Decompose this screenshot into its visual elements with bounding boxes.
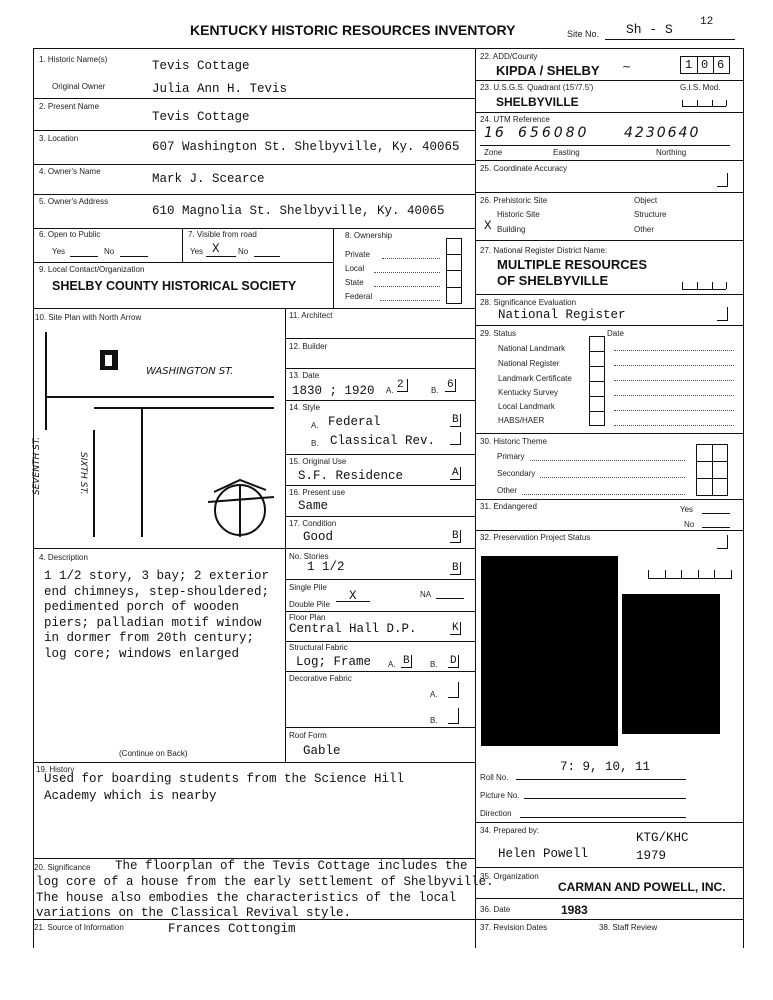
rule — [446, 270, 462, 271]
nr-district-value-2: OF SHELBYVILLE — [497, 273, 609, 288]
na-label: NA — [420, 590, 432, 599]
local-contact-label: 9. Local Contact/Organization — [39, 265, 145, 274]
visible-road-no: No — [238, 247, 249, 256]
date-b: B. — [431, 386, 439, 395]
frame-mid-divider — [475, 48, 476, 948]
owner-name-label: 4. Owner's Name — [39, 167, 101, 176]
north-arrow — [208, 480, 274, 537]
coordinate-accuracy-label: 25. Coordinate Accuracy — [480, 164, 568, 173]
roof-form-value: Gable — [303, 744, 341, 758]
rule — [285, 727, 475, 728]
utm-easting-value: 656080 — [518, 125, 590, 141]
rule — [33, 164, 475, 165]
description-line: piers; palladian motif window — [44, 615, 262, 630]
nr-district-label: 27. National Register District Name: — [480, 246, 608, 255]
description-text — [44, 569, 269, 662]
rule — [333, 228, 334, 308]
single-pile-x: X — [349, 589, 357, 603]
condition-code: B — [452, 530, 459, 542]
rule — [589, 366, 605, 367]
original-use-value: S.F. Residence — [298, 469, 404, 483]
rule — [374, 286, 440, 287]
rule — [589, 396, 605, 397]
present-name-value: Tevis Cottage — [152, 110, 250, 124]
sketch-street-sixth: SIXTH ST. — [78, 452, 88, 495]
structure-label: Structure — [634, 210, 667, 219]
rule — [285, 641, 475, 642]
deco-a: A. — [430, 690, 438, 699]
significance-line: variations on the Classical Revival style. — [36, 906, 352, 920]
floor-plan-code: K — [452, 622, 459, 634]
frame-top — [33, 48, 743, 49]
rule — [520, 817, 686, 818]
rule — [714, 570, 715, 578]
history-line: Used for boarding students from the Science Hill — [44, 772, 405, 786]
usgs-quadrant-value: SHELBYVILLE — [496, 95, 579, 109]
ownership-checkbox-column — [446, 238, 462, 304]
source-info-value: Frances Cottongim — [168, 922, 296, 936]
rule — [206, 256, 236, 257]
building-x: X — [484, 219, 492, 233]
rule — [475, 433, 743, 434]
rule — [33, 762, 475, 763]
rule — [475, 160, 743, 161]
history-line: Academy which is nearby — [44, 789, 217, 803]
rule — [33, 194, 475, 195]
endangered-no: No — [684, 520, 695, 529]
historic-name-label: 1. Historic Name(s) — [39, 55, 108, 64]
structural-fabric-label: Structural Fabric — [289, 643, 348, 652]
rule — [446, 287, 462, 288]
county-code-digit: 6 — [717, 58, 725, 72]
architect-label: 11. Architect — [289, 311, 333, 320]
roll-no-label: Roll No. — [480, 773, 509, 782]
site-no-underline — [605, 39, 735, 40]
historic-theme-label: 30. Historic Theme — [480, 437, 547, 446]
rule — [614, 395, 734, 396]
rule — [285, 308, 286, 548]
style-label: 14. Style — [289, 403, 321, 412]
floor-plan-label: Floor Plan — [289, 613, 326, 622]
prehistoric-site-label: 26. Prehistoric Site — [480, 196, 548, 205]
rule — [682, 106, 726, 107]
rule — [681, 570, 682, 578]
preservation-status-label: 32. Preservation Project Status — [480, 533, 591, 542]
rule — [682, 100, 683, 106]
organization-value: CARMAN AND POWELL, INC. — [558, 880, 726, 894]
rule — [374, 272, 440, 273]
status-item: National Landmark — [498, 344, 566, 353]
rule — [285, 338, 475, 339]
rule — [285, 548, 286, 762]
county-code-digit: 1 — [685, 58, 693, 72]
significance-first-line: The floorplan of the Tevis Cottage includes the — [115, 859, 468, 873]
rule — [475, 898, 743, 899]
rule — [475, 530, 743, 531]
county-code-digit: 0 — [701, 58, 709, 72]
prepared-by-label: 34. Prepared by: — [480, 826, 540, 835]
condition-label: 17. Condition — [289, 519, 337, 528]
prepared-by-initials: KTG/KHC — [636, 831, 689, 845]
site-no-suffix: 12 — [700, 16, 714, 28]
rule — [475, 80, 743, 81]
rule — [696, 461, 728, 462]
stories-value: 1 1/2 — [307, 560, 345, 574]
theme-item: Primary — [497, 452, 525, 461]
zone-label: Zone — [484, 148, 503, 157]
rule — [120, 256, 148, 257]
rule — [450, 530, 461, 543]
redacted-photo-1 — [481, 556, 618, 746]
description-line: in dormer from 20th century; — [44, 631, 255, 645]
rule — [33, 98, 475, 99]
site-no-value: Sh - S — [626, 22, 673, 37]
rule — [530, 460, 685, 461]
rule — [475, 499, 743, 500]
add-county-value: KIPDA / SHELBY — [496, 63, 600, 78]
significance-line: The house also embodies the characteristics of the local — [36, 890, 457, 905]
deco-b: B. — [430, 716, 438, 725]
rule — [682, 282, 683, 289]
site-no-label: Site No. — [567, 29, 600, 39]
date-a: A. — [386, 386, 394, 395]
rule — [475, 867, 743, 868]
ownership-federal: Federal — [345, 292, 373, 301]
rule — [450, 562, 461, 575]
rule — [717, 535, 728, 549]
rule — [516, 779, 686, 780]
utm-zone-value: 16 — [484, 125, 506, 141]
rule — [285, 516, 475, 517]
rule — [540, 477, 685, 478]
builder-label: 12. Builder — [289, 342, 328, 351]
date-label: 13. Date — [289, 371, 320, 380]
sketch-street-washington: WASHINGTON ST. — [146, 366, 234, 377]
redacted-photo-2 — [622, 594, 720, 734]
historic-name-value: Tevis Cottage — [152, 59, 250, 73]
status-item: HABS/HAER — [498, 416, 545, 425]
rule — [450, 622, 461, 635]
owner-address-label: 5. Owner's Address — [39, 197, 109, 206]
rule — [285, 611, 475, 612]
rule — [285, 400, 475, 401]
rule — [450, 432, 461, 445]
struct-b: B. — [430, 660, 438, 669]
rule — [614, 380, 734, 381]
source-info-label: 21. Source of Information — [34, 923, 124, 932]
rule — [697, 56, 698, 74]
floor-plan-value: Central Hall D.P. — [289, 622, 417, 636]
rule — [380, 300, 440, 301]
rule — [475, 822, 743, 823]
rule — [285, 368, 475, 369]
date-a-code: 2 — [397, 379, 404, 391]
location-label: 3. Location — [39, 134, 79, 143]
rule — [589, 351, 605, 352]
rule — [726, 282, 727, 289]
style-b-value: Classical Rev. — [330, 434, 436, 448]
significance-text — [36, 875, 494, 922]
form-title: KENTUCKY HISTORIC RESOURCES INVENTORY — [190, 22, 516, 38]
rule — [285, 579, 475, 580]
style-a-value: Federal — [328, 415, 381, 429]
date-prepared-value: 1983 — [561, 903, 588, 917]
note: ~ — [622, 60, 632, 73]
style-a-code: B — [452, 414, 459, 426]
present-use-label: 16. Present use — [289, 488, 346, 497]
significance-eval-value: National Register — [498, 308, 626, 322]
description-label: 4. Description — [39, 553, 88, 562]
open-public-yes: Yes — [52, 247, 66, 256]
rule — [448, 682, 459, 698]
ownership-local: Local — [345, 264, 365, 273]
style-b: B. — [311, 439, 319, 448]
status-label: 29. Status — [480, 329, 517, 338]
rule — [445, 379, 456, 392]
utm-northing-value: 4230640 — [624, 125, 701, 141]
site-plan-sketch — [34, 322, 284, 547]
rule — [726, 100, 727, 106]
rule — [614, 365, 734, 366]
rule — [70, 256, 98, 257]
stories-code: B — [452, 562, 459, 574]
rule — [731, 570, 732, 578]
open-public-label: 6. Open to Public — [39, 230, 101, 239]
ownership-state: State — [345, 278, 364, 287]
rule — [696, 478, 728, 479]
rule — [450, 467, 461, 480]
rule — [448, 708, 459, 724]
original-owner-label: Original Owner — [52, 82, 106, 91]
continue-on-back-label: (Continue on Back) — [119, 749, 188, 758]
date-b-code: 6 — [447, 379, 454, 391]
history-text — [44, 771, 404, 805]
utm-reference-label: 24. UTM Reference — [480, 115, 550, 124]
rule — [33, 308, 475, 309]
rule — [336, 601, 370, 602]
style-a: A. — [311, 421, 319, 430]
status-item: National Register — [498, 359, 560, 368]
ownership-label: 8. Ownership — [345, 231, 393, 240]
history-label: 19. History — [36, 765, 75, 774]
rule — [712, 282, 713, 289]
rule — [33, 548, 475, 549]
visible-road-yes: Yes — [190, 247, 204, 256]
rule — [448, 655, 459, 668]
rule — [702, 513, 730, 514]
building-label: Building — [497, 225, 526, 234]
historic-site-label: Historic Site — [497, 210, 540, 219]
add-county-label: 22. ADD/County — [480, 52, 538, 61]
object-label: Object — [634, 196, 658, 205]
rule — [698, 570, 699, 578]
frame-right — [743, 48, 744, 948]
coordinate-accuracy-box — [717, 173, 728, 187]
description-line: pedimented porch of wooden — [44, 600, 240, 614]
rule — [648, 570, 649, 578]
rule — [717, 307, 728, 321]
ownership-private: Private — [345, 250, 370, 259]
rule — [285, 671, 475, 672]
rule — [589, 381, 605, 382]
nr-district-value-1: MULTIPLE RESOURCES — [497, 257, 647, 272]
rule — [589, 411, 605, 412]
significance-line: log core of a house from the early settlement of Shelbyville. — [36, 875, 494, 889]
roof-form-label: Roof Form — [289, 731, 327, 740]
rule — [682, 289, 726, 290]
prepared-by-year: 1979 — [636, 849, 667, 863]
date-prepared-label: 36. Date — [480, 905, 511, 914]
other-label: Other — [634, 225, 655, 234]
rule — [524, 798, 686, 799]
present-use-value: Same — [298, 499, 329, 513]
rule — [480, 145, 730, 146]
description-line: log core; windows enlarged — [44, 646, 240, 661]
rule — [450, 414, 461, 427]
easting-label: Easting — [553, 148, 580, 157]
rule — [33, 262, 333, 263]
rule — [285, 485, 475, 486]
prepared-by-name: Helen Powell — [498, 847, 589, 861]
rule — [614, 425, 734, 426]
owner-address-value: 610 Magnolia St. Shelbyville, Ky. 40065 — [152, 204, 445, 218]
condition-value: Good — [303, 530, 334, 544]
date-value: 1830 ; 1920 — [292, 384, 375, 398]
original-use-code: A — [452, 467, 459, 479]
struct-a-code: B — [403, 655, 410, 667]
gis-mod-label: G.I.S. Mod. — [680, 83, 721, 92]
visible-road-label: 7. Visible from road — [188, 230, 257, 239]
roll-no-value: 7: 9, 10, 11 — [560, 760, 651, 774]
rule — [475, 192, 743, 193]
rule — [475, 112, 743, 113]
revision-dates-label: 37. Revision Dates — [480, 923, 548, 932]
northing-label: Northing — [656, 148, 687, 157]
description-line: 1 1/2 story, 3 bay; 2 exterior — [44, 569, 270, 583]
rule — [475, 294, 743, 295]
description-line: end chimneys, step-shouldered; — [44, 584, 270, 599]
stories-label: No. Stories — [289, 552, 329, 561]
location-value: 607 Washington St. Shelbyville, Ky. 40065 — [152, 140, 460, 154]
owner-name-value: Mark J. Scearce — [152, 172, 265, 186]
direction-label: Direction — [480, 809, 512, 818]
status-date-label: Date — [607, 329, 624, 338]
rule — [475, 919, 743, 920]
significance-label: 20. Significance — [34, 863, 91, 872]
rule — [712, 100, 713, 106]
rule — [401, 655, 412, 668]
theme-item: Secondary — [497, 469, 536, 478]
decorative-fabric-label: Decorative Fabric — [289, 674, 352, 683]
organization-label: 35. Organization — [480, 872, 539, 881]
site-plan-label: 10. Site Plan with North Arrow — [35, 313, 142, 322]
struct-b-code: D — [450, 655, 457, 667]
picture-no-label: Picture No. — [480, 791, 520, 800]
structural-fabric-value: Log; Frame — [296, 655, 372, 669]
rule — [446, 254, 462, 255]
struct-a: A. — [388, 660, 396, 669]
rule — [648, 578, 732, 579]
status-item: Landmark Certificate — [498, 374, 572, 383]
rule — [33, 228, 475, 229]
rule — [397, 379, 408, 392]
rule — [522, 494, 685, 495]
rule — [665, 570, 666, 578]
rule — [382, 258, 440, 259]
rule — [33, 919, 475, 920]
status-item: Kentucky Survey — [498, 388, 559, 397]
rule — [697, 100, 698, 106]
rule — [713, 56, 714, 74]
sketch-street-seventh: SEVENTH ST. — [32, 436, 42, 495]
theme-item: Other — [497, 486, 518, 495]
endangered-yes: Yes — [680, 505, 694, 514]
rule — [614, 410, 734, 411]
local-contact-value: SHELBY COUNTY HISTORICAL SOCIETY — [52, 279, 297, 293]
rule — [702, 527, 730, 528]
original-use-label: 15. Original Use — [289, 457, 347, 466]
significance-eval-label: 28. Significance Evaluation — [480, 298, 577, 307]
rule — [475, 240, 743, 241]
rule — [712, 444, 713, 496]
rule — [614, 350, 734, 351]
visible-road-x: X — [212, 242, 220, 256]
original-owner-value: Julia Ann H. Tevis — [152, 82, 288, 96]
open-public-no: No — [104, 247, 115, 256]
single-pile-label: Single Pile — [289, 583, 327, 592]
rule — [254, 256, 280, 257]
rule — [33, 130, 475, 131]
rule — [182, 228, 183, 262]
endangered-label: 31. Endangered — [480, 502, 537, 511]
rule — [436, 598, 464, 599]
double-pile-label: Double Pile — [289, 600, 330, 609]
rule — [285, 454, 475, 455]
rule — [697, 282, 698, 289]
present-name-label: 2. Present Name — [39, 102, 100, 111]
status-item: Local Landmark — [498, 402, 555, 411]
usgs-quadrant-label: 23. U.S.G.S. Quadrant (15'/7.5') — [480, 83, 594, 92]
rule — [475, 325, 743, 326]
staff-review-label: 38. Staff Review — [599, 923, 658, 932]
